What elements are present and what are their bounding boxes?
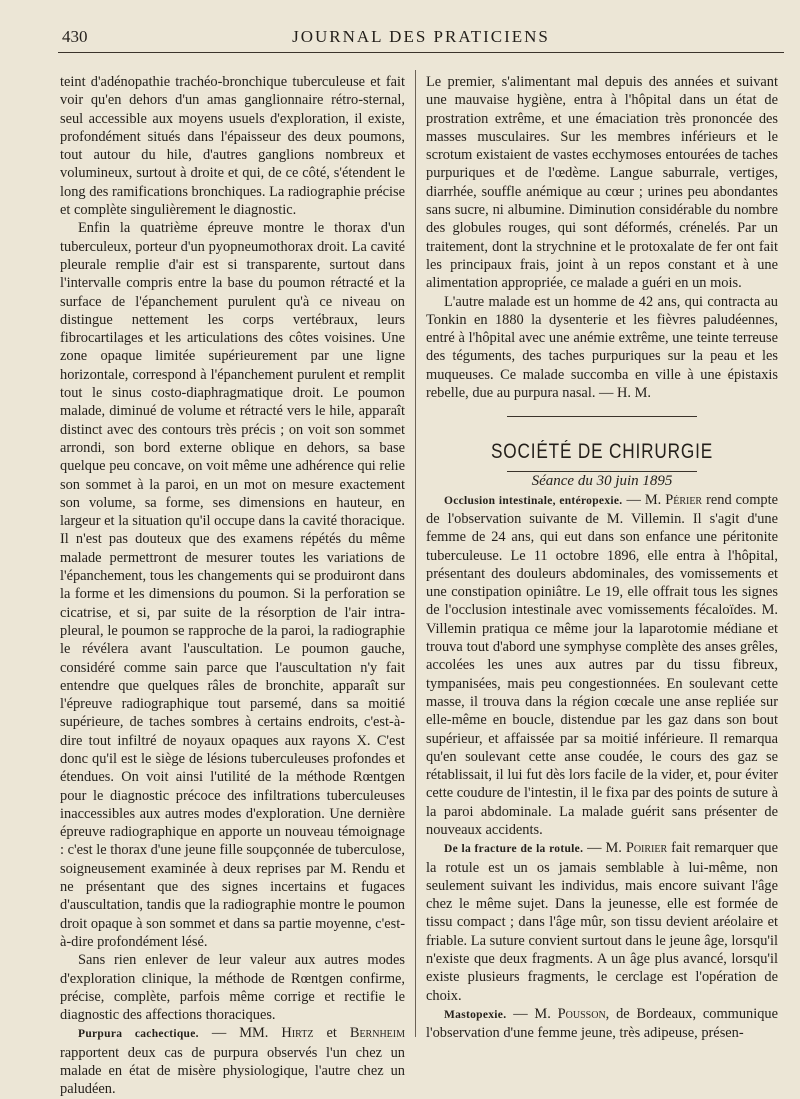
body-text: , de Bordeaux, communique l'observation d'une femme jeune, très adipeuse, présen-: [426, 1005, 779, 1042]
left-column: [60, 73, 405, 1098]
paragraph-mastopexie: [426, 1005, 778, 1043]
paragraph-premier-malade: Le premier, s'alimentant mal depuis des années et suivant une mauvaise hygiène, entra à l'hôpital dans un état de prostration extrême, et une émaciation très prononcée des masses musculaires. Sur les membres inférieurs et le scrotum existaient de vastes ecchymoses entourées de taches purpuriques et de l'œdème. Langue saburrale, vertiges, diarrhée, souffle anémique au cœur ; urines peu abondantes sans sucre, ni albumine. Diminution considérable du nombre des globules rouges, qui sont déformés, crénelés. Par un traitement, dont la strychnine et le protoxalate de fer ont fait les principaux frais, joint à un repos constant et à une alimentation appropriée, ce malade a guéri en un mois.: [426, 74, 778, 292]
author-name: Bernheim: [349, 1025, 405, 1042]
right-column: [426, 73, 778, 1041]
header-rule: [58, 52, 784, 53]
run-in-heading: Mastopexie.: [444, 1008, 507, 1021]
run-in-heading: Occlusion intestinale, entéropexie.: [444, 494, 623, 507]
paragraph-autre-malade: L'autre malade est un homme de 42 ans, qui contracta au Tonkin en 1880 la dysenterie et les fièvres paludéennes, entré à l'hôpital avec une anémie extrême, une teinte terreuse des téguments, des taches purpuriques sur la peau et les muqueuses. Ce malade succomba en ville à une épistaxis rebelle, due au purpura nasal. — H. M.: [426, 293, 778, 402]
dash-text: — MM.: [198, 1025, 282, 1042]
session-date: Séance du 30 juin 1895: [531, 473, 673, 490]
author-name: Poirier: [625, 840, 668, 857]
run-in-heading: De la fracture de la rotule.: [444, 843, 584, 856]
running-header: [62, 24, 780, 50]
page-number: 430: [62, 27, 88, 46]
body-text: fait remarquer que la rotule est un os jamais semblable à lui-même, non seulement suivant les individus, mais encore suivant l'âge chez le même sujet. Dans la jeunesse, elle est formée de tissu compact ; dans l'âge mûr, son tissu devient aréolaire et friable. La suture convient surtout dans le jeune âge, lorsqu'il n'existe que deux fragments. A un âge plus avancé, lorsqu'il existe plusieurs fragments, le cerclage est l'opération de choix.: [426, 840, 779, 1004]
dash-text: — M.: [583, 840, 626, 857]
paragraph-conclusion: Sans rien enlever de leur valeur aux autres modes d'exploration clinique, la méthode de Rœntgen confirme, précise, complète, parfois même corrige et rectifie le diagnostic des affections thoraciques.: [60, 952, 405, 1024]
author-name: Pousson: [557, 1005, 606, 1022]
journal-title: JOURNAL DES PRATICIENS: [292, 27, 550, 46]
run-in-heading: Purpura cachectique.: [78, 1028, 199, 1041]
paragraph-occlusion: [426, 491, 778, 840]
paragraph-fracture-rotule: [426, 839, 778, 1005]
section-rule-top: [507, 416, 697, 417]
column-divider: [415, 70, 416, 1037]
dash-text: — M.: [506, 1005, 558, 1022]
body-text: rend compte de l'observation suivante de M. Villemin. Il s'agit d'une femme de 24 ans, qui eut dans son enfance une péritonite tuberculeuse. Le 11 octobre 1896, elle entra à l'hôpital, présentant des douleurs abdominales, des vomissements et une constipation opiniâtre. Le 19, elle offrait tous les signes de l'occlusion intestinale avec vomissements fécaloïdes. M. Villemin pratiqua ce même jour la laparotomie médiane et trouva tout d'abord une symphyse complète des anses grêles, accolées les unes aux autres par du tissu fibreux, tympanisées, mais peu congestionnées. En soulevant cette masse, il trouva dans la région cœcale une anse repliée sur elle-même en boucle, distendue par les gaz dans son bout supérieur, et affaissée par sa moitié inférieure. Il remarqua qu'en soulevant cette anse coudée, le cours des gaz se rétablissait, il lui fut dès lors facile de la vider, et, pour éviter cette coudure de l'intestin, il le fixa par des points de suture à la paroi abdominale. La malade guérit sans présenter de nouveaux accidents.: [426, 491, 778, 838]
body-text: rapportent deux cas de purpura observés l'un chez un malade en état de misère physiologique, l'autre chez un paludéen.: [60, 1044, 405, 1098]
paragraph-adenopathie: teint d'adénopathie trachéo-bronchique tuberculeuse et fait voir qu'en dehors d'un amas ganglionnaire rétro-sternal, seul accessible aux moyens usuels d'exploration, il existe, profondément situés dans l'épaisseur des deux poumons, tout autour du hile, d'autres ganglions nombreux et volumineux, surtout à droite et qui, de ce côté, s'étendent le long des ramifications bronchiques. La radiographie précise et complète singulièrement le diagnostic.: [60, 74, 405, 219]
paragraph-purpura-cachectique: [60, 1024, 405, 1098]
section-title: SOCIÉTÉ DE CHIRURGIE: [490, 440, 714, 464]
conjunction-text: et: [313, 1025, 350, 1042]
author-name: Hirtz: [281, 1025, 314, 1042]
dash-text: — M.: [622, 491, 666, 508]
author-name: Périer: [665, 491, 703, 508]
paragraph-pyopneumothorax: Enfin la quatrième épreuve montre le thorax d'un tuberculeux, porteur d'un pyopneumothorax droit. La cavité pleurale remplie d'air est si transparente, surtout dans l'intervalle compris entre la base du poumon rétracté et la surface de l'épanchement purulent qu'à ce niveau on distingue nettement les corps vertébraux, leurs fibrocartilages et les articulations des côtes voisines. Une zone opaque limitée supérieurement par une ligne horizontale, correspond à l'épanchement purulent et remplit tout le sinus costo-diaphragmatique droit. Le poumon malade, diminué de volume et rétracté vers le hile, apparaît distinct avec des contours très précis ; on voit son sommet arrondi, son bord externe oblique en dehors, sa base quelque peu concave, on voit même une adhérence qui relie son sommet à la paroi, en un mot on mesure exactement son volume, sa forme, ses dimensions en hauteur, en largeur et la situation qu'il occupe dans la cavité thoracique. Il n'est pas douteux que des examens répétés du même malade permettront de mesurer toutes les variations de l'épanchement, tous les changements qui se produiront dans la forme et les dimensions du poumon. Si la perforation se cicatrise, et si, par suite de la résorption de l'air intra-pleural, le poumon se rapproche de la paroi, la radiographie le révélera avant l'auscultation. Le poumon gauche, considéré comme sain parce que l'auscultation n'y fait entendre que quelques râles de bronchite, apparaît sur l'épreuve radiographique tout parsemé, dans sa moitié supérieure, de taches sombres à certains endroits, c'est-à-dire tout infiltré de noyaux opaques aux rayons X. C'est donc qu'il est le siège de lésions tuberculeuses profondes et étendues. On voit ainsi l'utilité de la méthode Rœntgen pour le diagnostic précoce des infiltrations tuberculeuses inaccessibles aux autres modes d'exploration. Une dernière épreuve radiographique en apporte un nouveau témoignage : c'est le thorax d'une jeune fille soupçonnée de tuberculose, soigneusement examinée à deux reprises par M. Rendu et ne présentant que des signes incertains et fugaces d'auscultation, tandis que la radiographie montre le poumon droit opaque à son sommet et dans sa partie moyenne, c'est-à-dire profondément lésé.: [60, 220, 405, 950]
